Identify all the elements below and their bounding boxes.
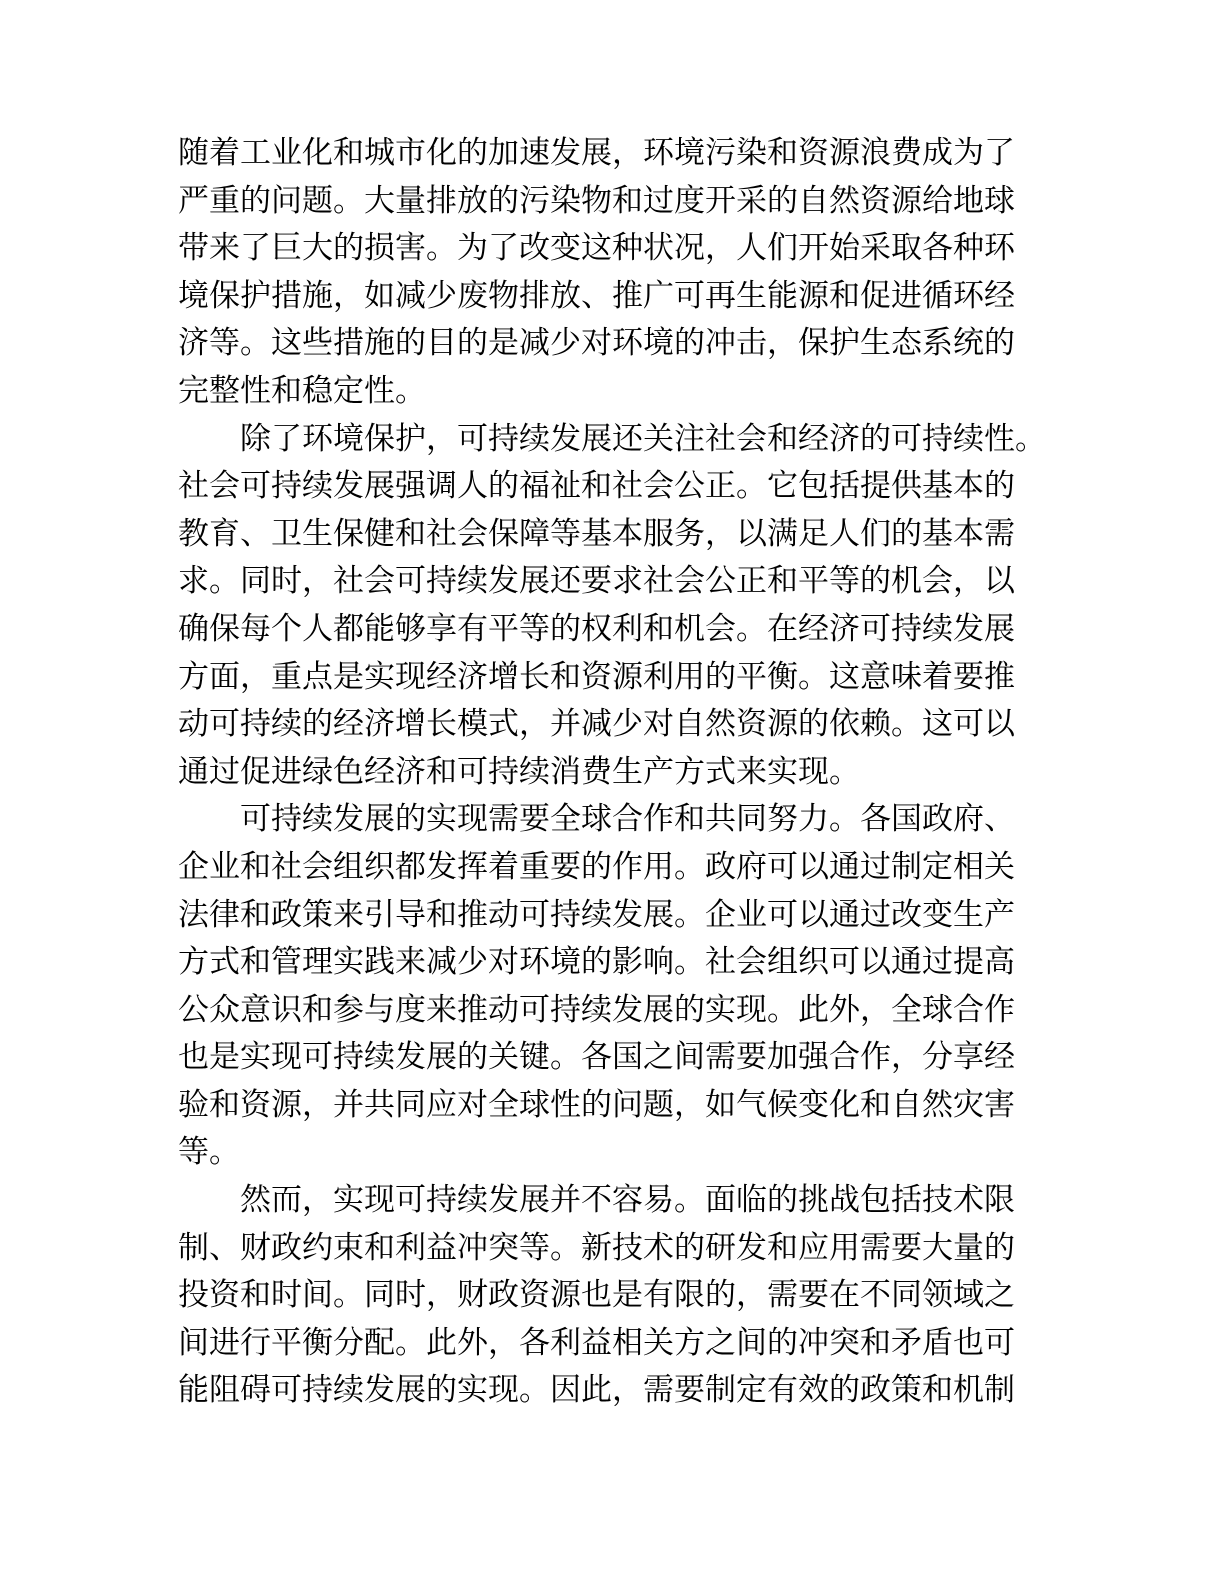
text-line: 方式和管理实践来减少对环境的影响。社会组织可以通过提高 bbox=[178, 944, 1015, 981]
text-line: 方面，重点是实现经济增长和资源利用的平衡。这意味着要推 bbox=[178, 658, 1015, 695]
text-line: 间进行平衡分配。此外，各利益相关方之间的冲突和矛盾也可 bbox=[178, 1324, 1015, 1361]
text-line: 随着工业化和城市化的加速发展，环境污染和资源浪费成为了 bbox=[178, 135, 1015, 171]
text-line: 企业和社会组织都发挥着重要的作用。政府可以通过制定相关 bbox=[178, 848, 1015, 885]
text-line: 完整性和稳定性。 bbox=[178, 372, 426, 409]
document-body bbox=[178, 130, 1048, 1415]
text-line: 公众意识和参与度来推动可持续发展的实现。此外，全球合作 bbox=[178, 991, 1015, 1028]
text-line-indented: 除了环境保护，可持续发展还关注社会和经济的可持续性。 bbox=[240, 420, 1046, 457]
text-line: 制、财政约束和利益冲突等。新技术的研发和应用需要大量的 bbox=[178, 1229, 1015, 1266]
text-line: 动可持续的经济增长模式，并减少对自然资源的依赖。这可以 bbox=[178, 706, 1015, 743]
text-line-indented: 然而，实现可持续发展并不容易。面临的挑战包括技术限 bbox=[240, 1182, 1015, 1219]
text-line: 确保每个人都能够享有平等的权利和机会。在经济可持续发展 bbox=[178, 610, 1015, 647]
text-line: 求。同时，社会可持续发展还要求社会公正和平等的机会，以 bbox=[178, 563, 1015, 600]
paragraph-challenges bbox=[178, 1177, 1048, 1415]
text-line: 验和资源，并共同应对全球性的问题，如气候变化和自然灾害 bbox=[178, 1086, 1015, 1123]
text-line: 等。 bbox=[178, 1134, 240, 1171]
text-line: 法律和政策来引导和推动可持续发展。企业可以通过改变生产 bbox=[178, 896, 1015, 933]
text-line: 社会可持续发展强调人的福祉和社会公正。它包括提供基本的 bbox=[178, 468, 1015, 505]
text-line: 严重的问题。大量排放的污染物和过度开采的自然资源给地球 bbox=[178, 182, 1015, 219]
paragraph-environment bbox=[178, 130, 1048, 416]
text-line: 教育、卫生保健和社会保障等基本服务，以满足人们的基本需 bbox=[178, 515, 1015, 552]
text-line: 投资和时间。同时，财政资源也是有限的，需要在不同领域之 bbox=[178, 1277, 1015, 1314]
paragraph-global-cooperation bbox=[178, 796, 1048, 1177]
text-line: 济等。这些措施的目的是减少对环境的冲击，保护生态系统的 bbox=[178, 325, 1015, 362]
text-line: 能阻碍可持续发展的实现。因此，需要制定有效的政策和机制 bbox=[178, 1372, 1015, 1409]
text-line: 也是实现可持续发展的关键。各国之间需要加强合作，分享经 bbox=[178, 1039, 1015, 1076]
text-line: 通过促进绿色经济和可持续消费生产方式来实现。 bbox=[178, 753, 860, 790]
text-line: 境保护措施，如减少废物排放、推广可再生能源和促进循环经 bbox=[178, 277, 1015, 314]
paragraph-social-economic bbox=[178, 416, 1048, 797]
text-line: 带来了巨大的损害。为了改变这种状况，人们开始采取各种环 bbox=[178, 230, 1015, 267]
text-line-indented: 可持续发展的实现需要全球合作和共同努力。各国政府、 bbox=[240, 801, 1015, 838]
